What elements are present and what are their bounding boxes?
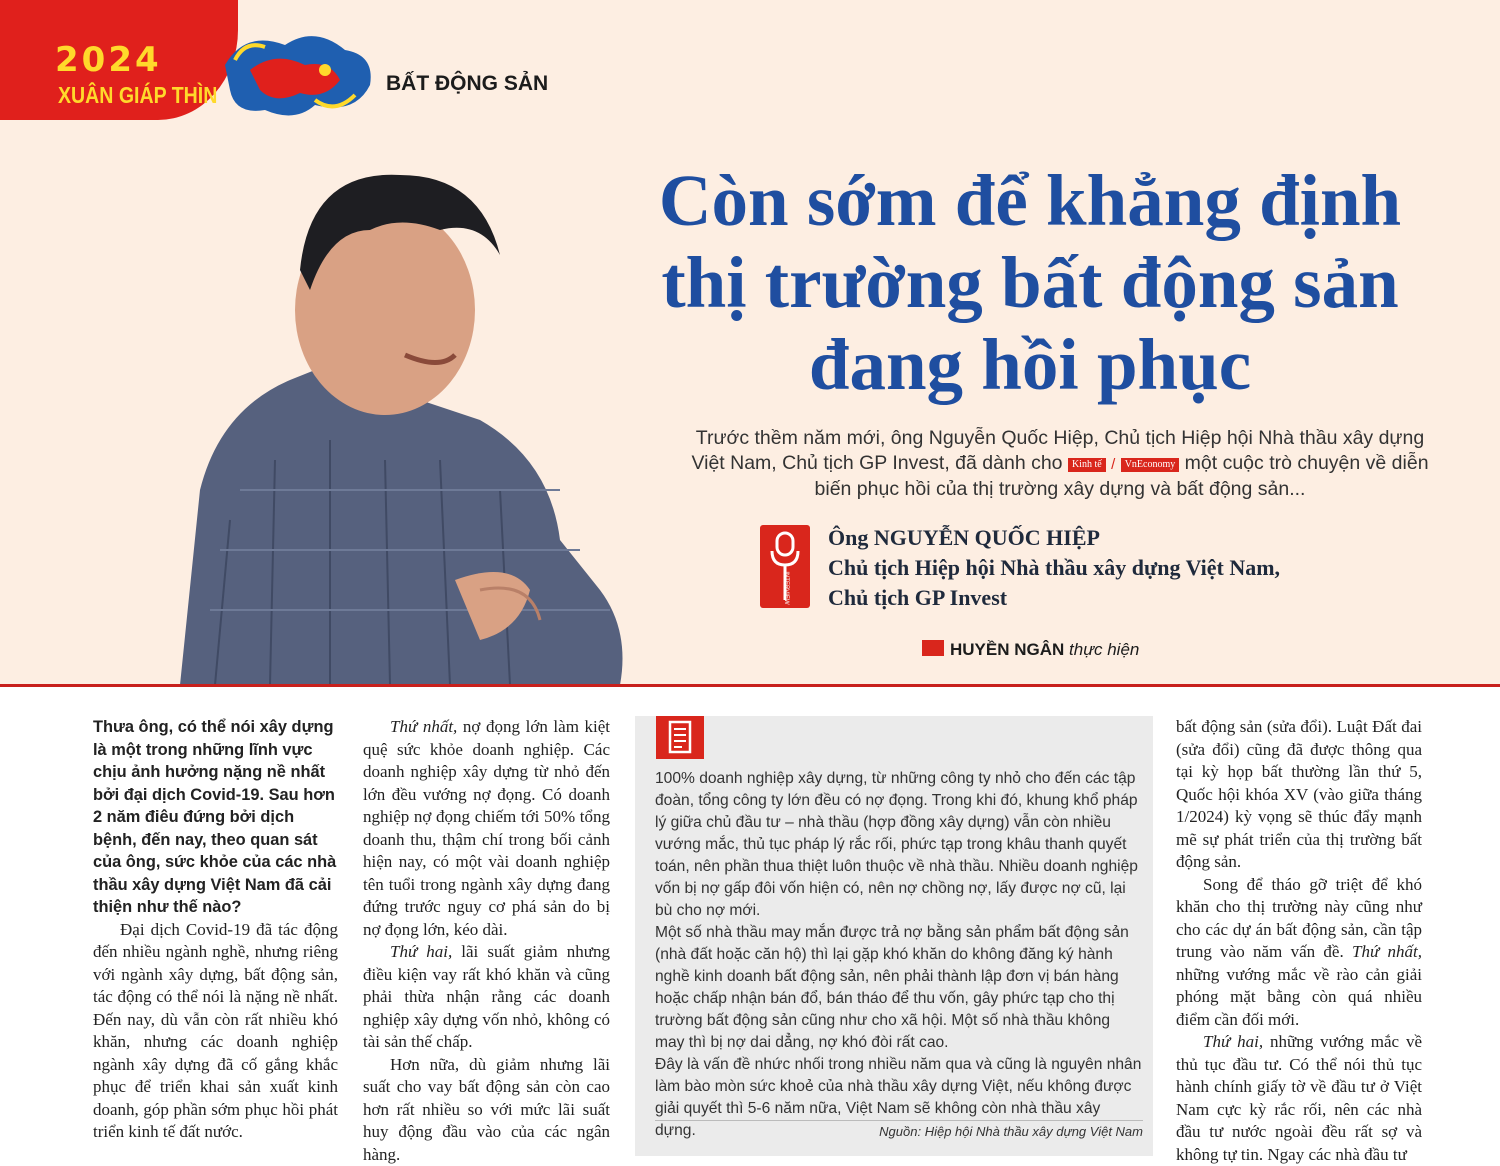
sapo xyxy=(690,426,1430,502)
interview-icon xyxy=(760,525,810,608)
dragon-icon xyxy=(205,25,385,125)
second-lead: Thứ hai, xyxy=(390,942,452,961)
header-divider xyxy=(0,684,1500,687)
byline-author: HUYỀN NGÂN xyxy=(950,640,1064,659)
col4-paragraph-1: bất động sản (sửa đổi). Luật Đất đai (sửa đổi) cũng đã được thông qua tại kỳ họp bất thường lần thứ 5, Quốc hội khóa XV (vào giữa tháng 1/2024) kỳ vọng sẽ thúc đẩy mạnh mẽ sự phát triển của thị trường bất động sản. xyxy=(1176,716,1422,874)
sidebar-paragraph-1: 100% doanh nghiệp xây dựng, từ những công ty nhỏ cho đến các tập đoàn, tổng công ty lớn đều có nợ đọng. Trong khi đó, khung khổ pháp lý giữa chủ đầu tư – nhà thầu (hợp đồng xây dựng) vẫn còn nhiều vướng mắc, thủ tục pháp lý rắc rối, phức tạp trong khâu thanh quyết toán, nên phần thua thiệt luôn thuộc về nhà thầu. Nhiều doanh nghiệp vốn bị nợ gấp đôi vốn hiện có, nên nợ chồng nợ, lấy được nợ cũ, lại bù cho nợ mới. xyxy=(655,768,1143,922)
document-icon xyxy=(656,716,704,759)
section-label: BẤT ĐỘNG SẢN xyxy=(386,72,548,96)
col4-p3-lead: Thứ hai, xyxy=(1203,1032,1263,1051)
col4-p3-text: những vướng mắc về thủ tục đầu tư. Có thể nói thủ tục hành chính giấy tờ về đầu tư ở Việt Nam cực kỳ rắc rối, nên các nhà đầu tư nước ngoài đều rất sợ và không tự tin. Ngay các nhà đầu tư xyxy=(1176,1032,1422,1164)
first-text: nợ đọng lớn làm kiệt quệ sức khỏe doanh nghiệp. Các doanh nghiệp xây dựng từ nhỏ đến lớn đều vướng nợ đọng. Có doanh nghiệp nợ đọng chiếm tới 50% tổng doanh thu, thậm chí trong bối cảnh hiện nay, có một vài doanh nghiệp tên tuổi trong ngành xây dựng đang đứng trước nguy cơ phá sản do bị nợ đọng lớn, kéo dài. xyxy=(363,717,610,939)
paragraph-third: Hơn nữa, dù giảm nhưng lãi suất cho vay bất động sản còn cao hơn rất nhiều so với mức lãi suất huy động đầu vào của các ngân hàng. xyxy=(363,1054,610,1166)
interviewee-photo xyxy=(180,160,630,685)
headline-line-2: thị trường bất động sản xyxy=(615,242,1445,324)
column-1 xyxy=(93,716,338,1144)
col4-paragraph-2 xyxy=(1176,874,1422,1032)
pen-icon xyxy=(922,640,944,656)
badge-subtitle: XUÂN GIÁP THÌN xyxy=(58,82,217,109)
byline-suffix: thực hiện xyxy=(1069,640,1139,659)
sidebar-divider xyxy=(655,1120,1143,1121)
interview-question: Thưa ông, có thể nói xây dựng là một trong những lĩnh vực chịu ảnh hưởng nặng nề nhất bởi đại dịch Covid-19. Sau hơn 2 năm điêu đứng bởi dịch bệnh, đến nay, theo quan sát của ông, sức khỏe của các nhà thầu xây dựng Việt Nam đã cải thiện như thế nào? xyxy=(93,716,338,919)
byline xyxy=(922,640,1139,660)
paragraph-first xyxy=(363,716,610,941)
sidebar-text xyxy=(655,768,1143,1142)
sidebar-paragraph-3: Đây là vấn đề nhức nhối trong nhiều năm qua và cũng là nguyên nhân làm bào mòn sức khoẻ của nhà thầu xây dựng Việt, nếu không được giải quyết thì 5-6 năm nữa, Việt Nam sẽ không còn nhà thầu xây dựng. xyxy=(655,1054,1143,1142)
interview-label: INTERVIEW xyxy=(783,571,789,605)
col4-p2-a: Song để tháo gỡ triệt để khó khăn cho thị trường này cũng như cho các dự án bất động sản, cần tập trung vào năm vấn đề. xyxy=(1176,875,1422,962)
sidebar-source: Nguồn: Hiệp hội Nhà thầu xây dựng Việt Nam xyxy=(655,1124,1143,1139)
second-text: lãi suất giảm nhưng điều kiện vay rất khó khăn và cũng phải thừa nhận rằng các doanh nghiệp xây dựng vốn nhỏ, không có tài sản thế chấp. xyxy=(363,942,610,1051)
col4-paragraph-3 xyxy=(1176,1031,1422,1166)
headline xyxy=(615,160,1445,406)
vneconomy-logo: VnEconomy xyxy=(1121,458,1180,472)
paragraph-second xyxy=(363,941,610,1054)
badge-year: 2024 xyxy=(55,40,162,80)
interview-answer: Đại dịch Covid-19 đã tác động đến nhiều ngành nghề, nhưng riêng với ngành xây dựng, bất động sản, tác động có thể nói là nặng nề nhất. Đến nay, dù vẫn còn rất nhiều khó khăn, nhưng các doanh nghiệp ngành xây dựng đã cố gắng khắc phục để triển khai sản xuất kinh doanh, góp phần sớm phục hồi phát triển kinh tế đất nước. xyxy=(93,919,338,1144)
sidebar-paragraph-2: Một số nhà thầu may mắn được trả nợ bằng sản phẩm bất động sản (nhà đất hoặc căn hộ) thì lại gặp khó khăn do không đăng ký hành nghề kinh doanh bất động sản, nên phải thành lập đơn vị bán hàng hoặc chấp nhận bán đổ, bán tháo để thu vốn, gây phức tạp cho thị trường bất động sản cũng như cho xã hội. Một số nhà thầu không may thì bị nợ dai dẳng, nợ khó đòi rất cao. xyxy=(655,922,1143,1054)
column-4 xyxy=(1176,716,1422,1166)
headline-line-1: Còn sớm để khẳng định xyxy=(615,160,1445,242)
interviewee-role xyxy=(828,553,1280,613)
interviewee-role-line-1: Chủ tịch Hiệp hội Nhà thầu xây dựng Việt Nam, xyxy=(828,553,1280,583)
interviewee-role-line-2: Chủ tịch GP Invest xyxy=(828,583,1280,613)
kinhte-logo: Kinh tế xyxy=(1068,458,1106,472)
column-2 xyxy=(363,716,610,1166)
tet-badge xyxy=(0,0,238,120)
interviewee-name: Ông NGUYỄN QUỐC HIỆP xyxy=(828,523,1100,553)
headline-line-3: đang hồi phục xyxy=(615,324,1445,406)
first-lead: Thứ nhất, xyxy=(390,717,457,736)
sapo-text-1: Trước thềm năm mới, ông Nguyễn Quốc Hiệp, Chủ tịch Hiệp hội Nhà thầu xây dựng Việt Nam, Chủ tịch GP Invest, đã dành cho xyxy=(691,427,1424,474)
logo-separator: / xyxy=(1111,456,1115,473)
col4-p2-lead: Thứ nhất, xyxy=(1352,942,1422,961)
col4-p2-b: những vướng mắc về rào cản giải phóng mặt bằng còn quá nhiều điểm cần đối mới. xyxy=(1176,965,1422,1029)
sapo-text-2: một cuộc trò chuyện về diễn biến phục hồi của thị trường xây dựng và bất động sản... xyxy=(815,452,1429,500)
